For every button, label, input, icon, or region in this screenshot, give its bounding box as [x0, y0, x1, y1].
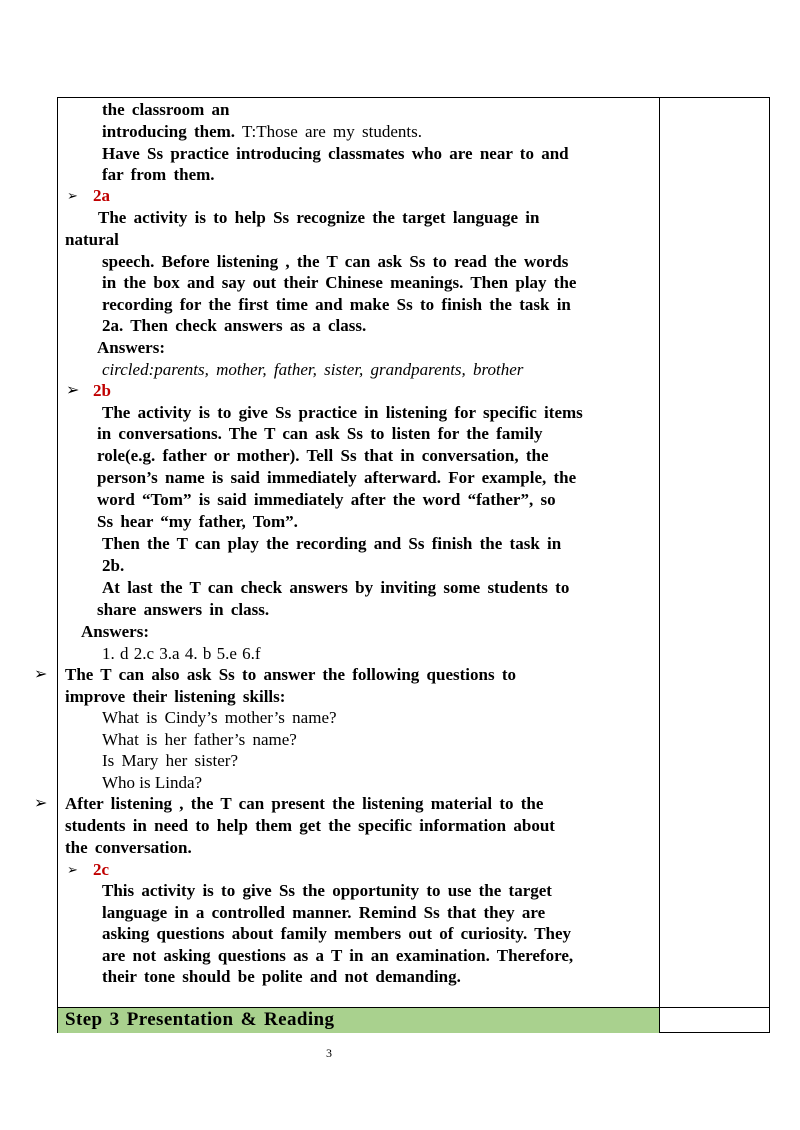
section-heading-2a: 2a — [93, 186, 110, 205]
text-line: improve their listening skills: — [65, 687, 286, 706]
text-line: 2a. Then check answers as a class. — [102, 316, 367, 335]
text-line: After listening , the T can present the listening material to the — [65, 794, 544, 813]
text-line: Then the T can play the recording and Ss finish the task in — [102, 534, 562, 553]
text-line: students in need to help them get the specific information about — [65, 816, 555, 835]
answers-text: circled:parents, mother, father, sister, grandparents, brother — [102, 360, 524, 379]
text-line: the classroom an — [102, 100, 230, 119]
text-span: introducing them. — [102, 122, 236, 141]
text-line: far from them. — [102, 165, 215, 184]
step-3-header-row — [58, 1008, 659, 1033]
text-line: their tone should be polite and not demanding. — [102, 967, 461, 986]
text-line — [102, 122, 422, 142]
question-line: What is Cindy’s mother’s name? — [102, 708, 337, 727]
section-heading-2c: 2c — [93, 860, 110, 879]
text-line: Ss hear “my father, Tom”. — [97, 512, 298, 531]
column-divider — [659, 98, 660, 1032]
text-line: recording for the first time and make Ss to finish the task in — [102, 295, 571, 314]
text-line: the conversation. — [65, 838, 192, 857]
answers-text: 1. d 2.c 3.a 4. b 5.e 6.f — [102, 644, 261, 663]
bullet-arrow-icon: ➢ — [67, 862, 78, 877]
text-line: The activity is to give Ss practice in listening for specific items — [102, 403, 583, 422]
bullet-arrow-icon: ➢ — [67, 188, 78, 203]
text-line: word “Tom” is said immediately after the word “father”, so — [97, 490, 556, 509]
question-line: Who is Linda? — [102, 773, 203, 792]
text-line: The activity is to help Ss recognize the target language in — [98, 208, 540, 227]
text-line: share answers in class. — [97, 600, 270, 619]
text-line: At last the T can check answers by inviting some students to — [102, 578, 570, 597]
text-line: natural — [65, 230, 119, 249]
question-line: What is her father’s name? — [102, 730, 297, 749]
bullet-arrow-icon: ➢ — [34, 666, 48, 683]
text-line: language in a controlled manner. Remind Ss that they are — [102, 903, 546, 922]
text-line: Have Ss practice introducing classmates who are near to and — [102, 144, 569, 163]
question-line: Is Mary her sister? — [102, 751, 238, 770]
text-line: role(e.g. father or mother). Tell Ss that in conversation, the — [97, 446, 549, 465]
bullet-arrow-icon: ➢ — [66, 382, 80, 399]
bullet-arrow-icon: ➢ — [34, 795, 48, 812]
text-line: This activity is to give Ss the opportunity to use the target — [102, 881, 552, 900]
section-heading-2b: 2b — [93, 381, 111, 400]
text-line: in conversations. The T can ask Ss to listen for the family — [97, 424, 543, 443]
text-line: The T can also ask Ss to answer the following questions to — [65, 665, 516, 684]
step-3-title: Step 3 Presentation & Reading — [65, 1009, 335, 1030]
text-line: 2b. — [102, 556, 125, 575]
text-line: speech. Before listening , the T can ask Ss to read the words — [102, 252, 569, 271]
answers-label: Answers: — [81, 622, 149, 641]
text-line: in the box and say out their Chinese meanings. Then play the — [102, 273, 577, 292]
answers-label: Answers: — [97, 338, 165, 357]
lesson-plan-table — [34, 97, 770, 1033]
text-line: person’s name is said immediately afterward. For example, the — [97, 468, 577, 487]
text-span: T:Those are my students. — [242, 122, 423, 141]
text-line: are not asking questions as a T in an examination. Therefore, — [102, 946, 574, 965]
text-line: asking questions about family members out of curiosity. They — [102, 924, 572, 943]
page-number: 3 — [326, 1046, 332, 1060]
